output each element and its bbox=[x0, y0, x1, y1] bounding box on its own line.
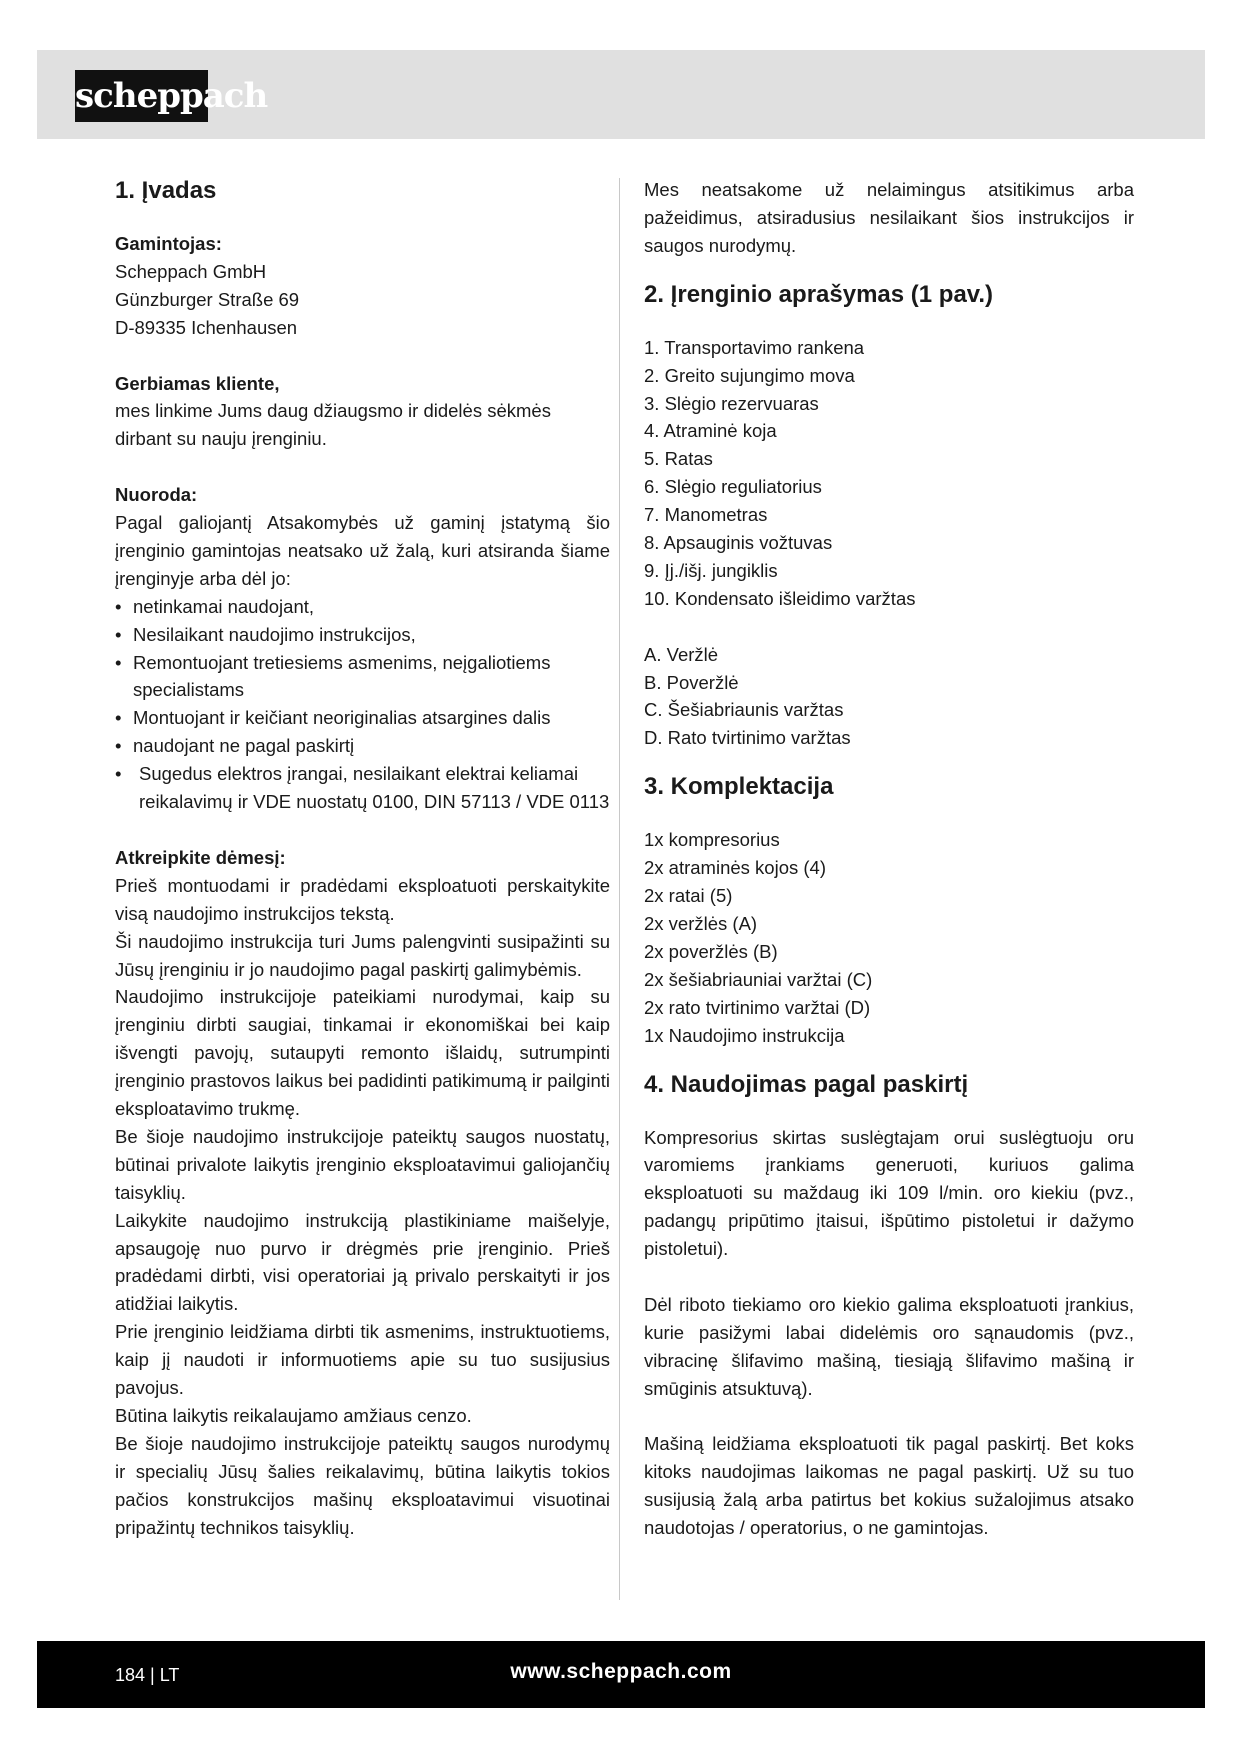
list-item: 6. Slėgio reguliatorius bbox=[644, 476, 822, 498]
column-divider bbox=[619, 178, 620, 1600]
list-item: 2. Greito sujungimo mova bbox=[644, 364, 855, 386]
page-number: 184 | LT bbox=[115, 1665, 180, 1685]
manufacturer-line: Scheppach GmbH bbox=[115, 260, 267, 282]
list-item: 2x šešiabriauniai varžtai (C) bbox=[644, 968, 873, 990]
attention-paragraph: Ši naudojimo instrukcija turi Jums palengvinti susipažinti su Jūsų įrenginiu ir jo naudojimo pagal paskirtį galimybėmis. bbox=[115, 930, 610, 980]
greeting-text: mes linkime Jums daug džiaugsmo ir didelės sėkmės dirbant su nauju įrenginiu. bbox=[115, 400, 551, 450]
attention-paragraph: Be šioje naudojimo instrukcijoje pateiktų saugos nurodymų ir specialių Jūsų šalies reikalavimų, būtina laikytis tokios pačios konstrukcijos mašinų eksploatavimui visuotinai pripažintų technikos taisyklių. bbox=[115, 1432, 610, 1538]
attention-paragraph: Naudojimo instrukcijoje pateikiami nurodymai, kaip su įrenginiu dirbti saugiai, tinkamai ir ekonomiškai bei kaip išvengti pavojų, sutaupyti remonto išlaidų, sutrumpinti įrenginio prastovos laikus bei padidinti patikimumą ir pailginti eksploatavimo trukmę. bbox=[115, 986, 610, 1120]
list-item: 9. Įj./išj. jungiklis bbox=[644, 559, 778, 581]
list-item: 1x Naudojimo instrukcija bbox=[644, 1024, 845, 1046]
list-item: 1. Transportavimo rankena bbox=[644, 336, 865, 358]
list-item: B. Poveržlė bbox=[644, 671, 739, 693]
list-item: 2x rato tvirtinimo varžtai (D) bbox=[644, 996, 871, 1018]
contents-list bbox=[644, 826, 1134, 1049]
disclaimer-text: Mes neatsakome už nelaimingus atsitikimus arba pažeidimus, atsiradusius nesilaikant šios instrukcijos ir saugos nurodymų. bbox=[644, 179, 1134, 256]
right-column bbox=[644, 176, 1134, 1542]
website-link[interactable]: www.scheppach.com bbox=[510, 1660, 732, 1683]
page-footer bbox=[37, 1641, 1205, 1708]
list-item: C. Šešiabriaunis varžtas bbox=[644, 699, 844, 721]
list-item: 2x poveržlės (B) bbox=[644, 940, 778, 962]
list-item: D. Rato tvirtinimo varžtas bbox=[644, 727, 851, 749]
list-item: A. Veržlė bbox=[644, 643, 719, 665]
list-item: 10. Kondensato išleidimo varžtas bbox=[644, 587, 916, 609]
section-heading-intro: 1. Įvadas bbox=[115, 177, 217, 204]
list-item: • Remontuojant tretiesiems asmenims, neįgaliotiems specialistams bbox=[115, 649, 610, 705]
attention-label: Atkreipkite dėmesį: bbox=[115, 846, 286, 868]
attention-paragraph: Be šioje naudojimo instrukcijoje pateiktų saugos nuostatų, būtinai privalote laikytis įrenginio eksploatavimui galiojančių taisyklių. bbox=[115, 1125, 610, 1203]
page-header bbox=[37, 50, 1205, 139]
list-item: 2x veržlės (A) bbox=[644, 913, 758, 935]
scheppach-logo: scheppach bbox=[75, 70, 208, 122]
list-item: 8. Apsauginis vožtuvas bbox=[644, 532, 833, 554]
section-heading-contents: 3. Komplektacija bbox=[644, 773, 834, 801]
manufacturer-line: D-89335 Ichenhausen bbox=[115, 316, 298, 338]
list-item: 5. Ratas bbox=[644, 448, 713, 470]
attention-paragraph: Būtina laikytis reikalaujamo amžiaus cenzo. bbox=[115, 1405, 472, 1427]
manufacturer-line: Günzburger Straße 69 bbox=[115, 288, 300, 310]
attention-paragraph: Laikykite naudojimo instrukciją plastikiniame maišelyje, apsaugoję nuo purvo ir drėgmės prie įrenginio. Prieš pradėdami dirbti, visi operatoriai ją privalo perskaityti ir jos atidžiai laikytis. bbox=[115, 1209, 610, 1315]
list-item: • netinkamai naudojant, bbox=[115, 593, 610, 621]
list-item: 7. Manometras bbox=[644, 504, 768, 526]
attention-paragraph: Prie įrenginio leidžiama dirbti tik asmenims, instruktuotiems, kaip jį naudoti ir informuotiems apie su tuo susijusius pavojus. bbox=[115, 1321, 610, 1399]
left-column bbox=[115, 176, 610, 1542]
section-heading-description: 2. Įrenginio aprašymas (1 pav.) bbox=[644, 280, 994, 308]
list-item: 1x kompresorius bbox=[644, 829, 780, 851]
usage-paragraph: Kompresorius skirtas suslėgtajam orui suslėgtuoju oru varomiems įrankiams generuoti, kuriuos galima eksploatuoti su maždaug iki 109 l/min. oro kiekiu (pvz., padangų pripūtimo įtaisui, išpūtimo pistoletui ir dažymo pistoletui). bbox=[644, 1126, 1134, 1260]
list-item: 2x ratai (5) bbox=[644, 885, 733, 907]
list-item: • Nesilaikant naudojimo instrukcijos, bbox=[115, 621, 610, 649]
list-item: • Montuojant ir keičiant neoriginalias atsargines dalis bbox=[115, 704, 610, 732]
list-item: • Sugedus elektros įrangai, nesilaikant elektrai keliamai reikalavimų ir VDE nuostatų 0100, DIN 57113 / VDE 0113 bbox=[115, 760, 610, 816]
manufacturer-label: Gamintojas: bbox=[115, 233, 222, 254]
attention-paragraph: Prieš montuodami ir pradėdami eksploatuoti perskaitykite visą naudojimo instrukcijos tekstą. bbox=[115, 874, 610, 924]
note-label: Nuoroda: bbox=[115, 484, 198, 506]
list-item: 4. Atraminė koja bbox=[644, 420, 777, 442]
hardware-list bbox=[644, 641, 1134, 753]
list-item: 3. Slėgio rezervuaras bbox=[644, 392, 819, 414]
list-item: • naudojant ne pagal paskirtį bbox=[115, 732, 610, 760]
note-text: Pagal galiojantį Atsakomybės už gaminį įstatymą šio įrenginio gamintojas neatsako už žalą, kuri atsiranda šiame įrenginyje arba dėl jo: bbox=[115, 512, 610, 589]
note-bullet-list bbox=[115, 593, 610, 816]
usage-paragraph: Mašiną leidžiama eksploatuoti tik pagal paskirtį. Bet koks kitoks naudojimas laikomas ne pagal paskirtį. Už su tuo susijusią žalą arba patirtus bet kokius sužalojimus atsako naudotojas / operatorius, o ne gamintojas. bbox=[644, 1433, 1134, 1539]
parts-list bbox=[644, 334, 1134, 613]
usage-paragraph: Dėl riboto tiekiamo oro kiekio galima eksploatuoti įrankius, kurie pasižymi labai didelėmis oro sąnaudomis (pvz., vibracinę šlifavimo mašiną, tiesiąją šlifavimo mašiną ir smūginis atsuktuvą). bbox=[644, 1293, 1134, 1399]
greeting-label: Gerbiamas kliente, bbox=[115, 372, 280, 394]
list-item: 2x atraminės kojos (4) bbox=[644, 857, 826, 879]
section-heading-usage: 4. Naudojimas pagal paskirtį bbox=[644, 1070, 969, 1098]
